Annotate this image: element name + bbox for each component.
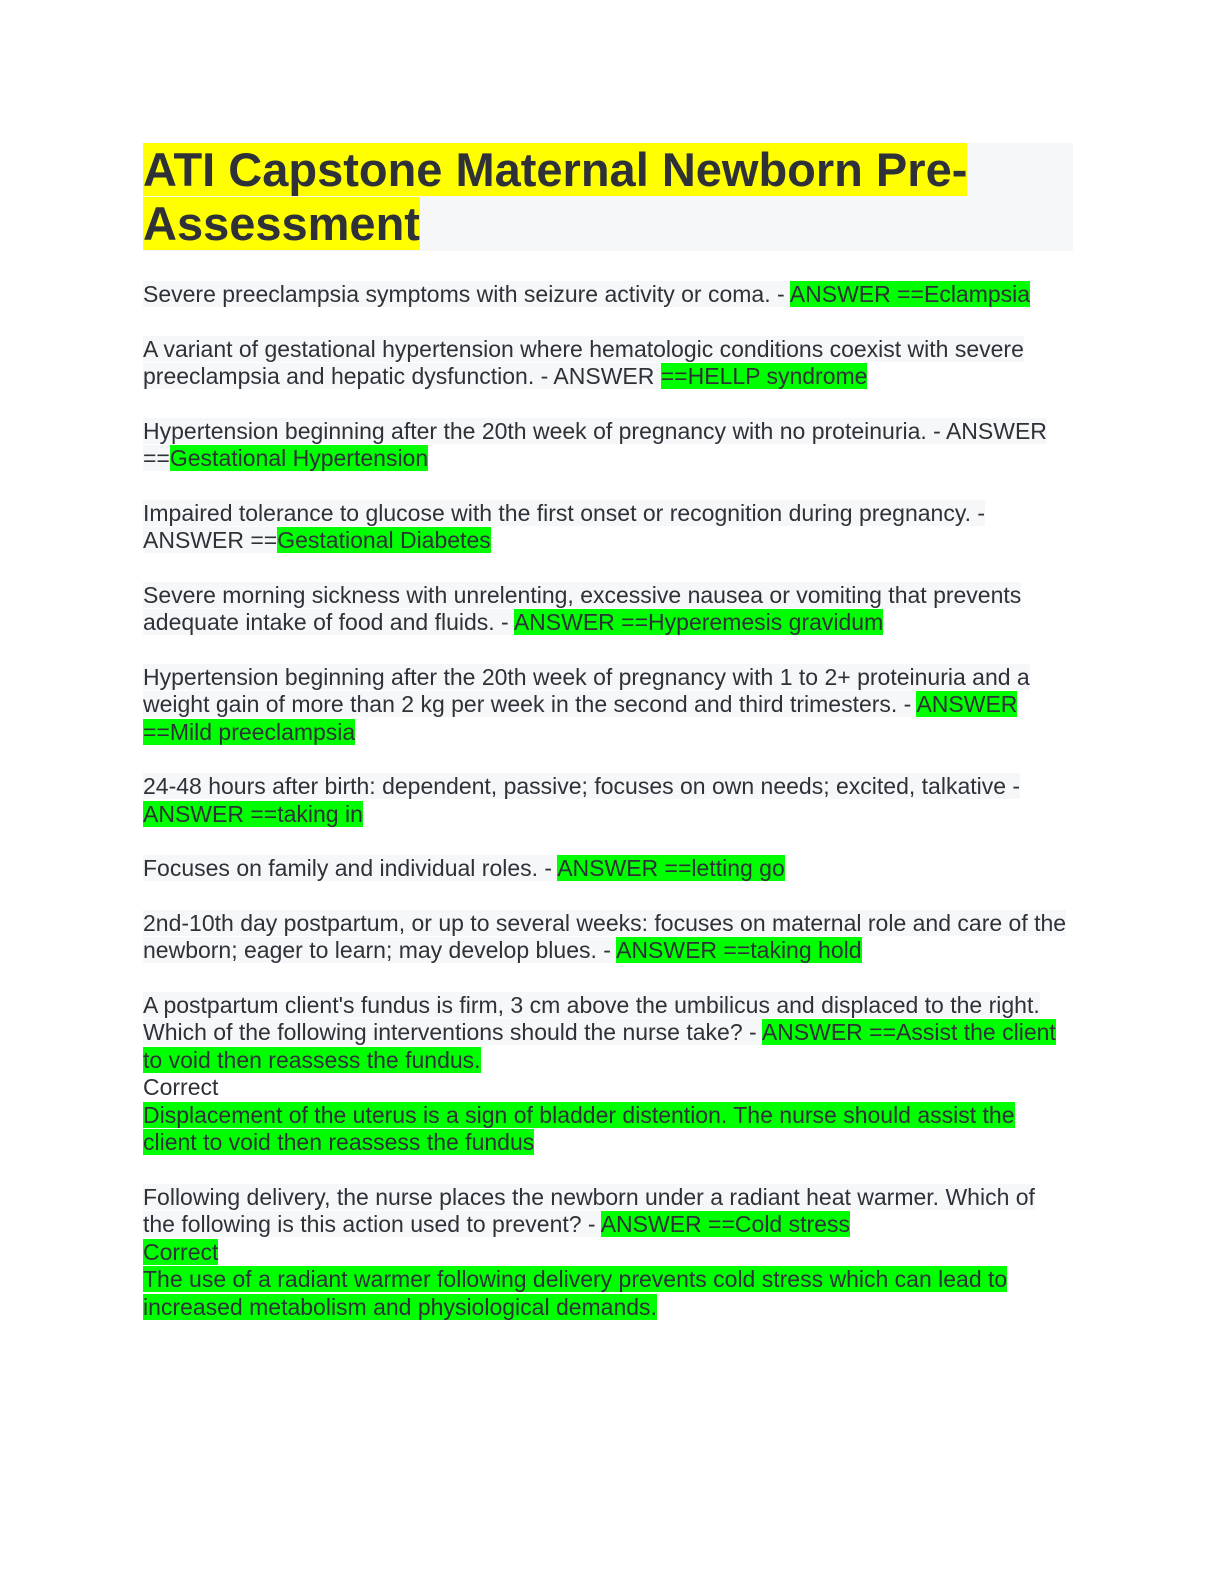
status-text: Correct (143, 1074, 219, 1100)
qa-item (143, 336, 1073, 391)
answer-text: Gestational Hypertension (169, 445, 429, 471)
question-text: 2nd-10th day postpartum, or up to several weeks: focuses on maternal role and care of the newborn; eager to learn; may develop blues. - (143, 909, 1067, 963)
qa-item (143, 418, 1073, 473)
question-text: Hypertension beginning after the 20th week of pregnancy with no proteinuria. - ANSWER == (143, 417, 1047, 471)
title-line-1: ATI Capstone Maternal Newborn Pre- (143, 143, 968, 196)
answer-text: ANSWER ==taking in (143, 800, 363, 827)
qa-item (143, 582, 1073, 637)
document-page (143, 143, 1073, 1348)
answer-text: ANSWER ==Mild preeclampsia (143, 691, 1018, 745)
answer-text: Gestational Diabetes (277, 527, 491, 553)
title-line-2: Assessment (143, 197, 420, 250)
document-title (143, 143, 1073, 251)
question-text: Following delivery, the nurse places the newborn under a radiant heat warmer. Which of the following is this action used to prevent? - (143, 1183, 1035, 1237)
status-text: Correct (143, 1238, 219, 1265)
qa-item (143, 992, 1073, 1157)
qa-item (143, 855, 1073, 883)
question-text: A variant of gestational hypertension where hematologic conditions coexist with severe preeclampsia and hepatic dysfunction. - ANSWER (143, 335, 1024, 389)
answer-text: ANSWER ==letting go (557, 855, 785, 881)
answer-text: ANSWER ==Assist the client to void then reassess the fundus. (143, 1019, 1056, 1073)
title-block (143, 143, 1073, 251)
answer-text: ANSWER ==Eclampsia (789, 281, 1031, 307)
rationale-text: Displacement of the uterus is a sign of bladder distention. The nurse should assist the client to void then reassess the fundus (143, 1101, 1015, 1155)
question-text: Focuses on family and individual roles. - (143, 855, 558, 881)
qa-item (143, 664, 1073, 747)
question-text: Severe morning sickness with unrelenting, excessive nausea or vomiting that prevents adequate intake of food and fluids. - (143, 581, 1022, 635)
question-text: Severe preeclampsia symptoms with seizure activity or coma. - (143, 281, 790, 307)
question-text: Impaired tolerance to glucose with the first onset or recognition during pregnancy. - ANSWER == (143, 499, 986, 553)
qa-item (143, 500, 1073, 555)
qa-item (143, 910, 1073, 965)
question-text: A postpartum client's fundus is firm, 3 cm above the umbilicus and displaced to the right. Which of the following interventions should the nurse take? - (143, 991, 1040, 1045)
answer-text: ANSWER ==Hyperemesis gravidum (513, 609, 884, 635)
question-text: 24-48 hours after birth: dependent, passive; focuses on own needs; excited, talkative - (143, 773, 1021, 799)
rationale-text: The use of a radiant warmer following delivery prevents cold stress which can lead to increased metabolism and physiological demands. (143, 1266, 1008, 1320)
qa-list (143, 281, 1073, 1321)
answer-text: ==HELLP syndrome (660, 363, 868, 389)
answer-text: ANSWER ==Cold stress (600, 1211, 850, 1237)
qa-item (143, 773, 1073, 828)
question-text: Hypertension beginning after the 20th week of pregnancy with 1 to 2+ proteinuria and a weight gain of more than 2 kg per week in the second and third trimesters. - (143, 663, 1030, 717)
qa-item (143, 1184, 1073, 1322)
answer-text: ANSWER ==taking hold (616, 937, 862, 963)
qa-item (143, 281, 1073, 309)
